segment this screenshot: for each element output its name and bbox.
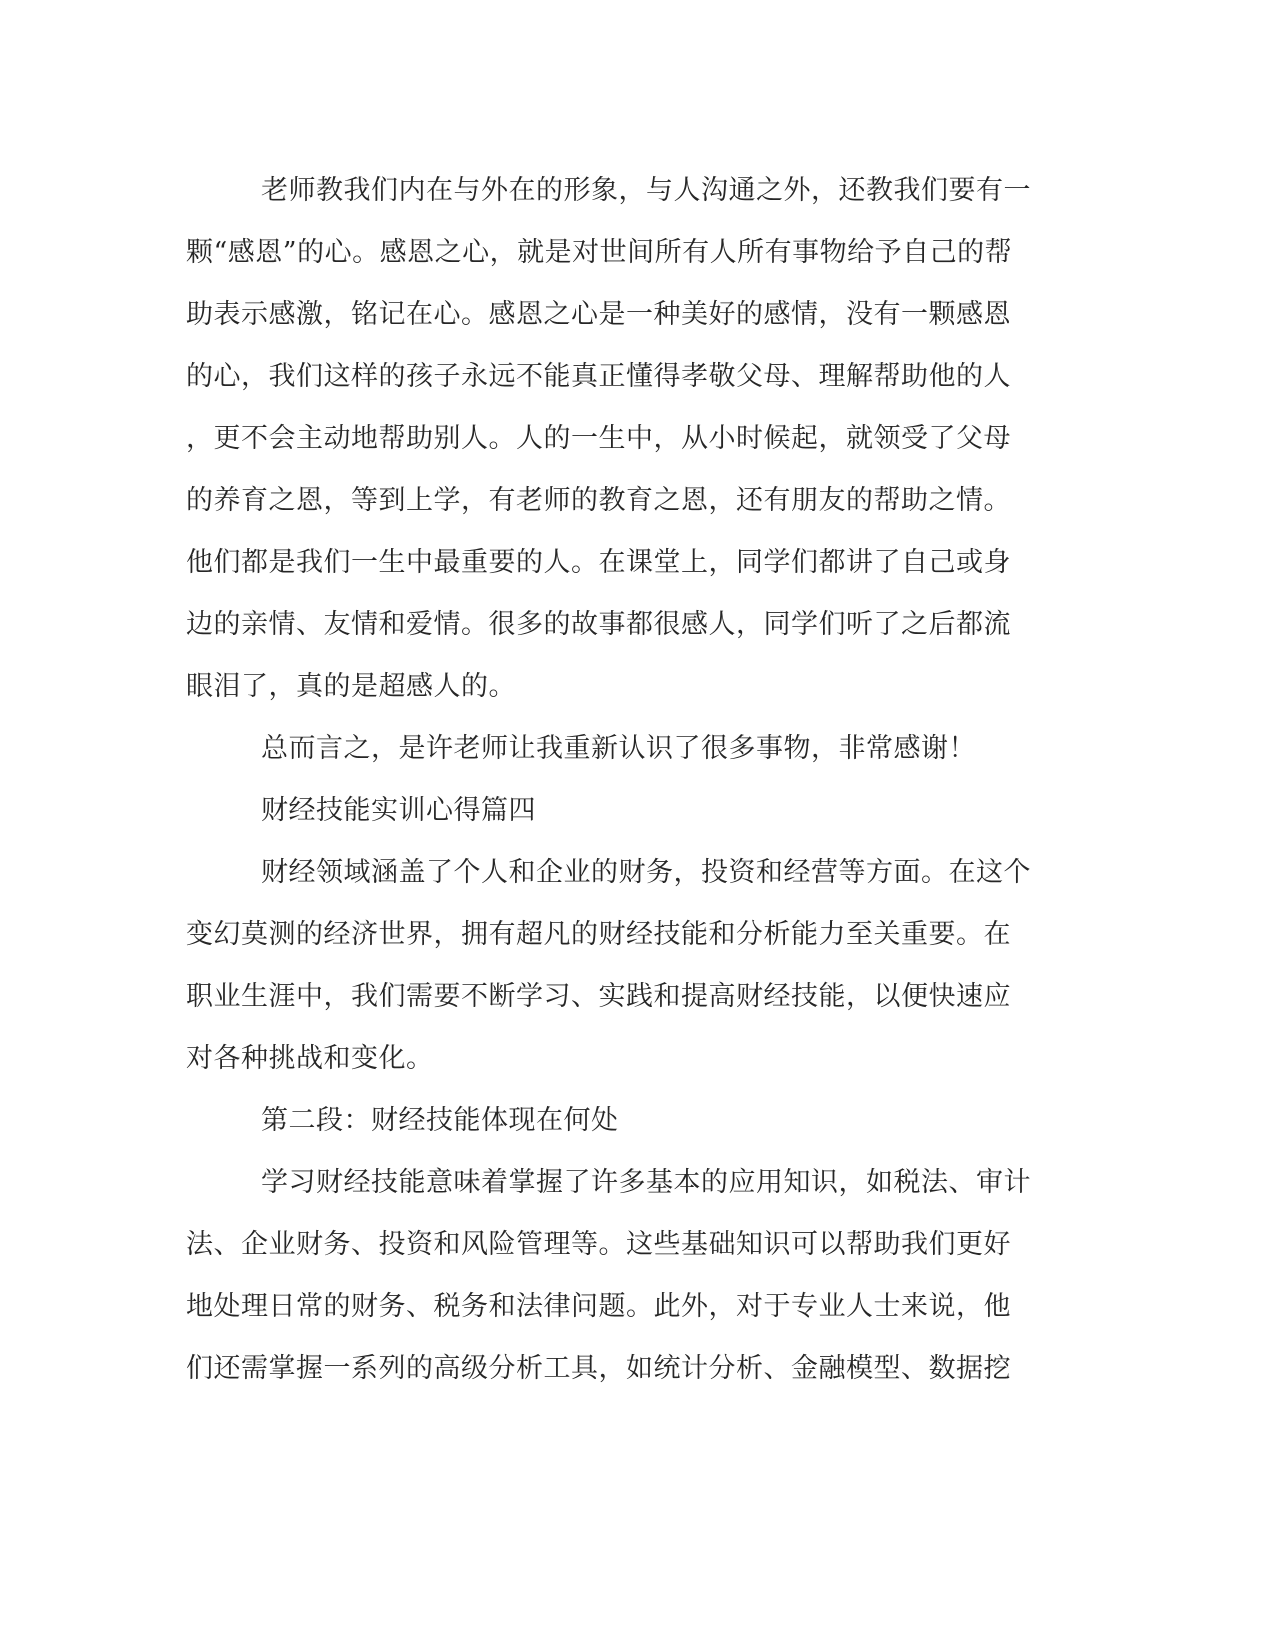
paragraph-line: 对各种挑战和变化。 [186,1043,434,1074]
paragraph-line: 变幻莫测的经济世界，拥有超凡的财经技能和分析能力至关重要。在 [186,919,1011,950]
section-heading: 财经技能实训心得篇四 [261,795,536,826]
paragraph-line: 边的亲情、友情和爱情。很多的故事都很感人，同学们听了之后都流 [186,609,1011,640]
paragraph-line: 老师教我们内在与外在的形象，与人沟通之外，还教我们要有一 [261,175,1031,206]
paragraph-line: 他们都是我们一生中最重要的人。在课堂上，同学们都讲了自己或身 [186,547,1011,578]
subsection-heading: 第二段：财经技能体现在何处 [261,1105,619,1136]
paragraph-line: 学习财经技能意味着掌握了许多基本的应用知识，如税法、审计 [261,1167,1031,1198]
paragraph-line: ，更不会主动地帮助别人。人的一生中，从小时候起，就领受了父母 [186,423,1011,454]
paragraph-line: 财经领域涵盖了个人和企业的财务，投资和经营等方面。在这个 [261,857,1031,888]
paragraph-line: 眼泪了，真的是超感人的。 [186,671,516,702]
paragraph-line: 的养育之恩，等到上学，有老师的教育之恩，还有朋友的帮助之情。 [186,485,1011,516]
document-body [186,160,1066,1400]
paragraph-line: 地处理日常的财务、税务和法律问题。此外，对于专业人士来说，他 [186,1291,1011,1322]
paragraph-line: 们还需掌握一系列的高级分析工具，如统计分析、金融模型、数据挖 [186,1353,1011,1384]
conclusion-line: 总而言之，是许老师让我重新认识了很多事物，非常感谢！ [261,733,976,764]
paragraph-line: 法、企业财务、投资和风险管理等。这些基础知识可以帮助我们更好 [186,1229,1011,1260]
paragraph-line: 的心，我们这样的孩子永远不能真正懂得孝敬父母、理解帮助他的人 [186,361,1011,392]
paragraph-line: 颗“感恩”的心。感恩之心，就是对世间所有人所有事物给予自己的帮 [186,237,1013,268]
paragraph-line: 职业生涯中，我们需要不断学习、实践和提高财经技能，以便快速应 [186,981,1011,1012]
paragraph-line: 助表示感激，铭记在心。感恩之心是一种美好的感情，没有一颗感恩 [186,299,1011,330]
